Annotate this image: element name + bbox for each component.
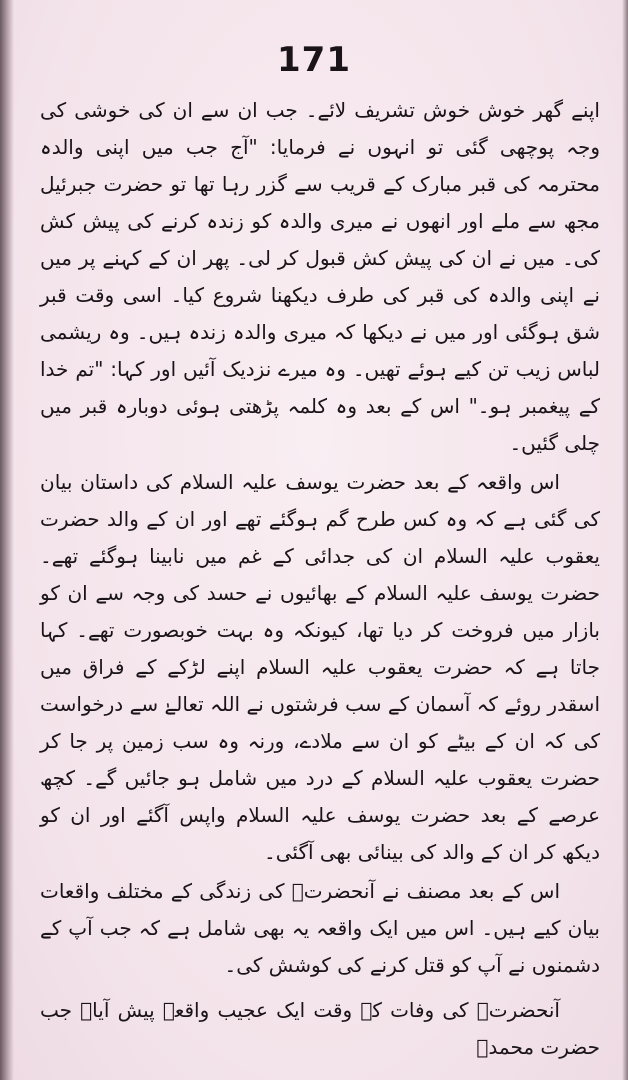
page-binding-shadow <box>0 0 14 1080</box>
paragraph-3: اس کے بعد مصنف نے آنحضرتؐ کی زندگی کے مختلف واقعات بیان کیے ہیں۔ اس میں ایک واقعہ یہ بھی شامل ہے کہ جب آپ کے دشمنوں نے آپ کو قتل کرنے کی کوشش کی۔ <box>40 879 600 977</box>
paragraph-2: اس واقعہ کے بعد حضرت یوسف علیہ السلام کی داستان بیان کی گئی ہے کہ وہ کس طرح گم ہوگئے تھے اور ان کے والد حضرت یعقوب علیہ السلام ان کی جدائی کے غم میں نابینا ہوگئے تھے۔ حضرت یوسف علیہ السلام کے بھائیوں نے حسد کی وجہ سے ان کو بازار میں فروخت کر دیا تھا، کیونکہ وہ بہت خوبصورت تھے۔ کہا جاتا ہے کہ حضرت یعقوب علیہ السلام اپنے لڑکے کے فراق میں اسقدر روئے کہ آسمان کے سب فرشتوں نے اللہ تعالےٰ سے درخواست کی کہ ان کے بیٹے کو ان سے ملادے، ورنہ وہ سب زمین پر جا کر حضرت یعقوب علیہ السلام کے درد میں شامل ہو جائیں گے۔ کچھ عرصے کے بعد حضرت یوسف علیہ السلام واپس آگئے اور ان کو دیکھ کر ان کے والد کی بینائی بھی آگئی۔ <box>40 470 600 864</box>
page-number: 171 <box>277 40 351 80</box>
page-edge-shadow <box>622 0 628 1080</box>
body-text <box>40 92 600 1066</box>
paragraph-1: اپنے گھر خوش خوش تشریف لائے۔ جب ان سے ان کی خوشی کی وجہ پوچھی گئی تو انہوں نے فرمایا: "آج جب میں اپنی والدہ محترمہ کی قبر مبارک کے قریب سے گزر رہا تھا تو حضرت جبرئیل مجھ سے ملے اور انھوں نے میری والدہ کو زندہ کرنے کی پیش کش کی۔ میں نے ان کی پیش کش قبول کر لی۔ پھر ان کے کہنے پر میں نے اپنی والدہ کی قبر کی طرف دیکھنا شروع کیا۔ اسی وقت قبر شق ہوگئی اور میں نے دیکھا کہ میری والدہ زندہ ہیں۔ وہ ریشمی لباس زیب تن کیے ہوئے تھیں۔ وہ میرے نزدیک آئیں اور کہا: "تم خدا کے پیغمبر ہو۔" اس کے بعد وہ کلمہ پڑھتی ہوئی دوبارہ قبر میں چلی گئیں۔ <box>40 98 600 455</box>
paragraph-4: آنحضرتؐ کی وفات کے وقت ایک عجیب واقعہ پیش آیا۔ جب حضرت محمدؐ <box>40 998 600 1059</box>
